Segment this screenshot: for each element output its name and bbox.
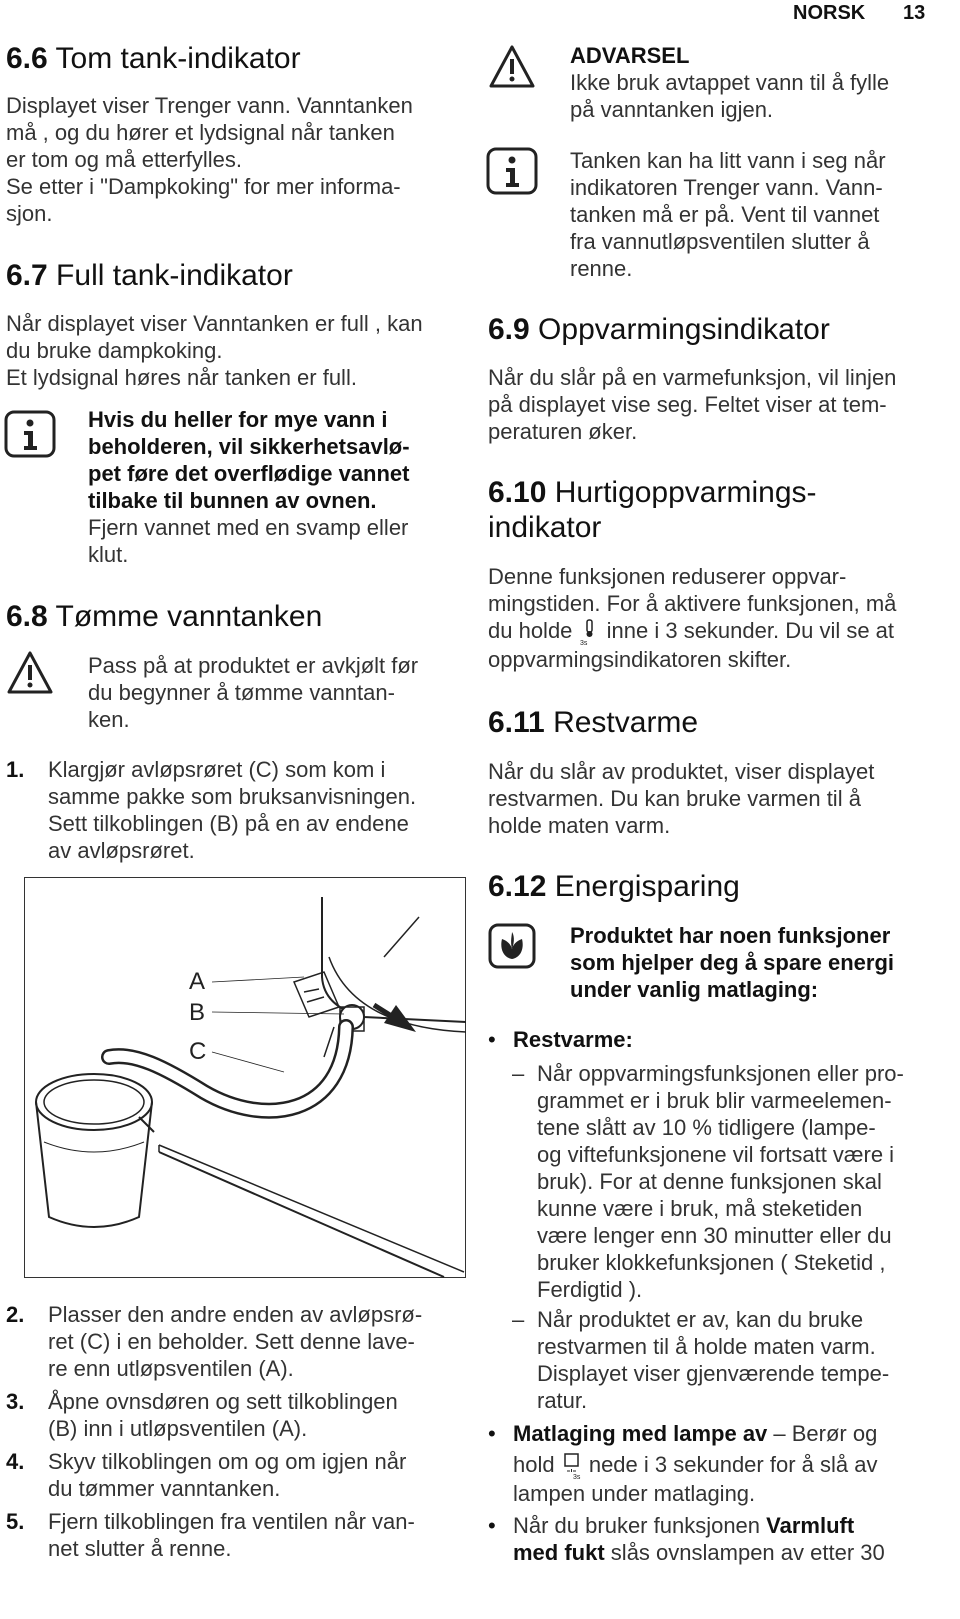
eco-leaf-icon xyxy=(488,923,536,969)
figure-label-a: A xyxy=(189,968,206,995)
bullet-dot: • xyxy=(488,1027,496,1052)
section-6-8-warning: Pass på at produktet er avkjølt før du begynner å tømme vanntan- ken. xyxy=(88,653,419,732)
section-6-11-heading: 6.11 Restvarme xyxy=(488,706,699,739)
section-6-6-heading: 6.6 Tom tank-indikator xyxy=(6,42,301,75)
page-number: 13 xyxy=(903,2,926,24)
info-icon xyxy=(4,410,56,458)
right-info-note: Tanken kan ha litt vann i seg når indikatoren Trenger vann. Vann- tanken må er på. Vent til vannet fra vannutløpsventilen slutter å renne. xyxy=(570,148,886,281)
warning-icon xyxy=(488,44,536,90)
section-6-10-body: Denne funksjonen reduserer oppvar- mingstiden. For å aktivere funksjonen, må du holde 3s inne i 3 sekunder. Du vil se at oppvarmingsindikatoren skifter. xyxy=(488,564,897,673)
figure-label-b: B xyxy=(189,999,206,1026)
lamp-icon xyxy=(561,1452,583,1480)
section-6-9-heading: 6.9 Oppvarmingsindikator xyxy=(488,313,830,346)
svg-text:3s: 3s xyxy=(579,640,587,647)
warning-icon xyxy=(6,650,54,696)
section-6-9-body: Når du slår på en varmefunksjon, vil linjen på displayet vise seg. Feltet viser at tem- peraturen øker. xyxy=(488,365,897,444)
section-6-10-heading: 6.10 Hurtigoppvarmings- xyxy=(488,476,817,509)
figure-label-c: C xyxy=(189,1038,207,1065)
section-6-7-heading: 6.7 Full tank-indikator xyxy=(6,259,293,292)
section-6-6-body: Displayet viser Trenger vann. Vanntanken må , og du hører et lydsignal når tanken er tom og må etterfylles. Se etter i "Dampkoking" for mer informa- sjon. xyxy=(6,93,413,226)
info-icon xyxy=(486,147,538,195)
fast-heat-icon xyxy=(579,618,601,646)
section-6-7-note: Hvis du heller for mye vann i beholderen, vil sikkerhetsavlø- pet føre det overflødige vannet tilbake til bunnen av ovnen. Fjern vannet med en svamp eller klut. xyxy=(88,407,410,567)
section-6-10-heading-line2: indikator xyxy=(488,511,602,544)
section-6-8-heading: 6.8 Tømme vanntanken xyxy=(6,600,323,633)
header-language: NORSK xyxy=(793,2,866,24)
section-6-7-body: Når displayet viser Vanntanken er full , kan du bruke dampkoking. Et lydsignal høres når tanken er full. xyxy=(6,311,423,390)
section-6-11-body: Når du slår av produktet, viser displayet restvarmen. Du kan bruke varmen til å holde maten varm. xyxy=(488,759,875,838)
svg-text:3s: 3s xyxy=(572,1474,581,1481)
section-6-12-heading: 6.12 Energisparing xyxy=(488,870,740,903)
drain-figure xyxy=(24,877,466,1278)
section-6-12-eco-note: Produktet har noen funksjoner som hjelper deg å spare energi under vanlig matlaging: xyxy=(570,923,895,1002)
right-warning: ADVARSEL Ikke bruk avtappet vann til å fylle på vanntanken igjen. xyxy=(570,43,890,122)
